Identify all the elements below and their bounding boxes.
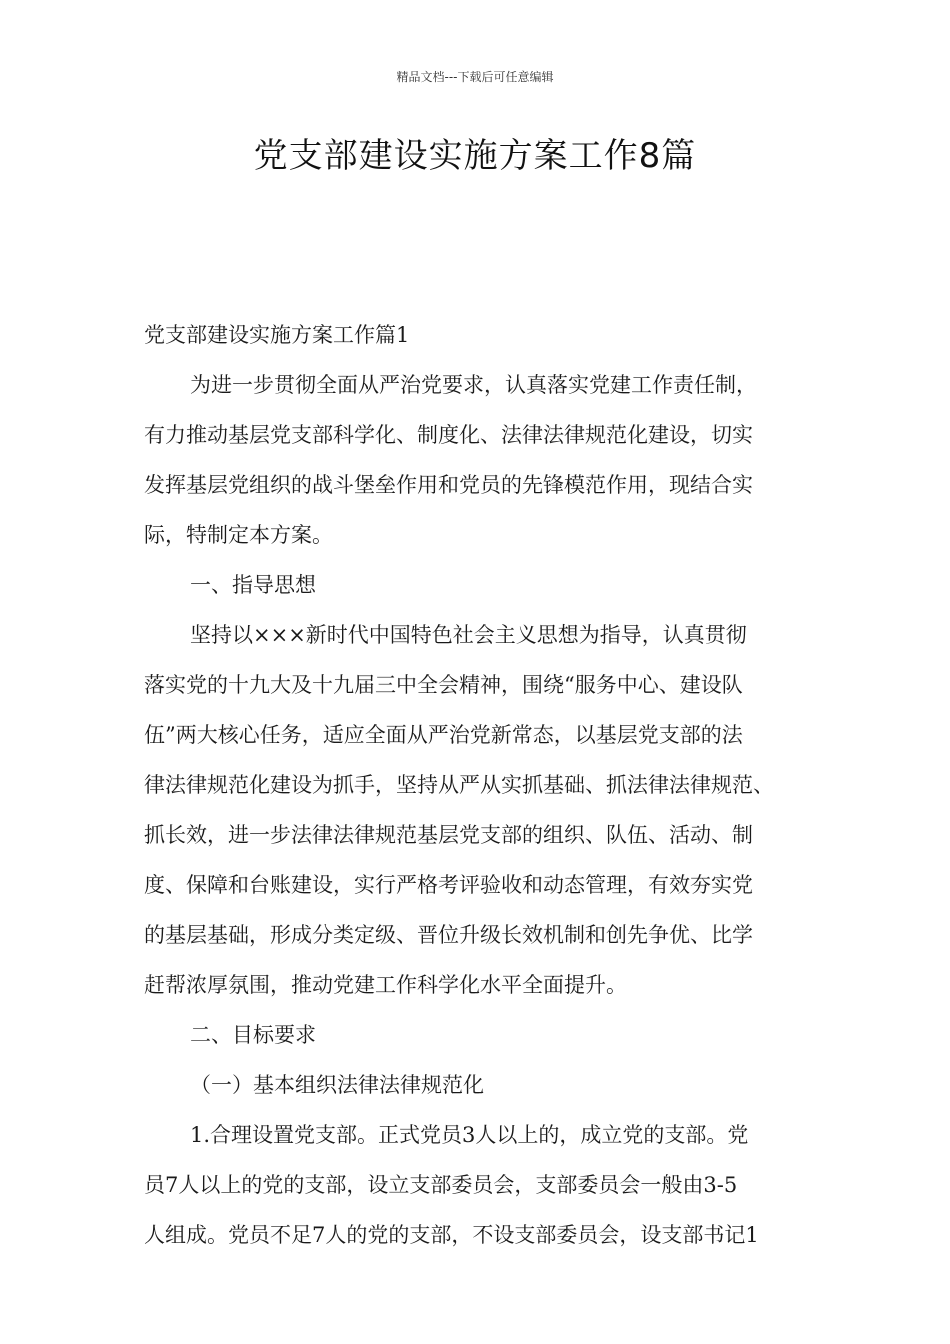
document-title: 党支部建设实施方案工作8篇 [253,136,697,176]
text-line: 抓长效，进一步法律法律规范基层党支部的组织、队伍、活动、制 [144,823,753,847]
text-line: 律法律规范化建设为抓手，坚持从严从实抓基础、抓法律法律规范、 [144,773,774,797]
text-line: 坚持以×××新时代中国特色社会主义思想为指导，认真贯彻 [190,623,747,647]
text-line: 有力推动基层党支部科学化、制度化、法律法律规范化建设，切实 [144,423,753,447]
text-line: 际，特制定本方案。 [144,523,333,547]
text-line: 落实党的十九大及十九届三中全会精神，围绕“服务中心、建设队 [144,673,743,697]
paragraph-lines [144,360,814,1260]
text-line: 1.合理设置党支部。正式党员3人以上的，成立党的支部。党 [190,1123,749,1147]
text-line: 一、指导思想 [190,573,316,597]
text-line: 员7人以上的党的支部，设立支部委员会，支部委员会一般由3-5 [144,1173,738,1197]
text-line: 度、保障和台账建设，实行严格考评验收和动态管理，有效夯实党 [144,873,753,897]
header-note: 精品文档---下载后可任意编辑 [396,70,554,84]
text-line: 为进一步贯彻全面从严治党要求，认真落实党建工作责任制， [190,373,757,397]
text-line: 伍”两大核心任务，适应全面从严治党新常态，以基层党支部的法 [144,723,743,747]
section-heading: 党支部建设实施方案工作篇1 [144,323,410,347]
text-line: 人组成。党员不足7人的党的支部，不设支部委员会，设支部书记1 [144,1223,759,1247]
text-line: 赶帮浓厚氛围，推动党建工作科学化水平全面提升。 [144,973,627,997]
text-line: （一）基本组织法律法律规范化 [190,1073,484,1097]
document-body [144,310,814,1260]
text-line: 二、目标要求 [190,1023,316,1047]
text-line: 的基层基础，形成分类定级、晋位升级长效机制和创先争优、比学 [144,923,753,947]
text-line: 发挥基层党组织的战斗堡垒作用和党员的先锋模范作用，现结合实 [144,473,753,497]
